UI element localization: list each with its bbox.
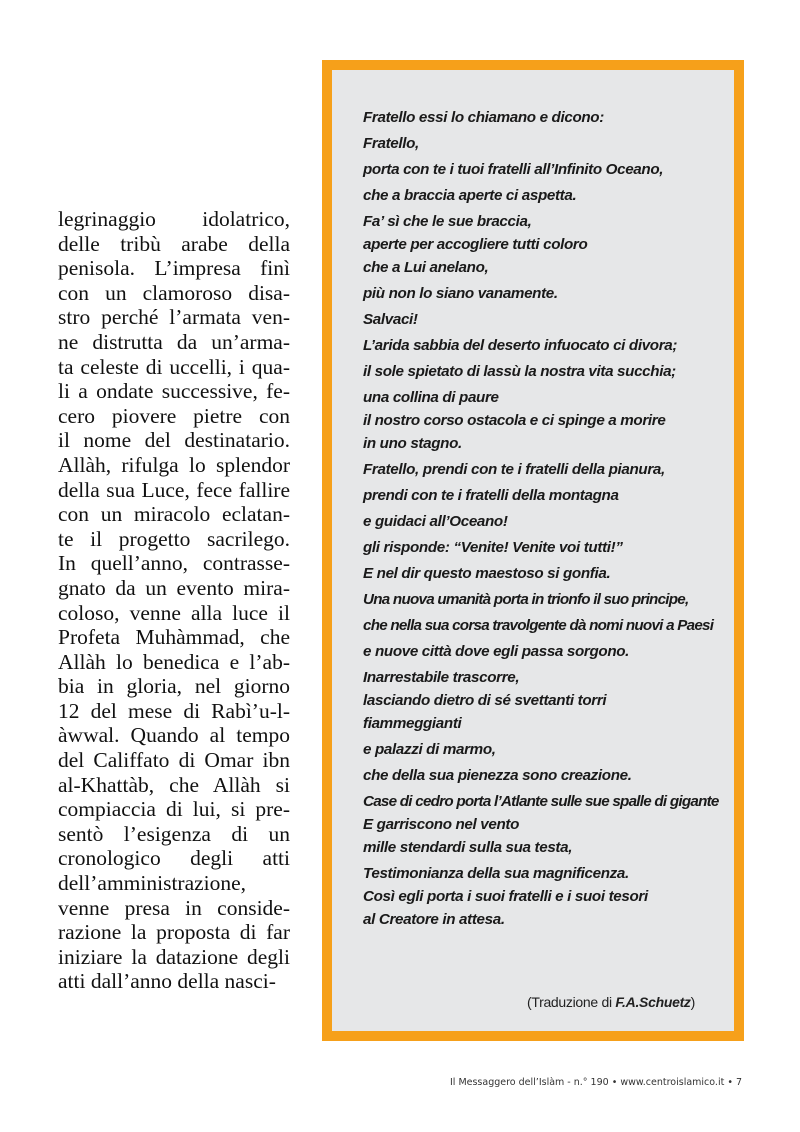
poem-line: Fratello essi lo chiamano e dicono:: [363, 109, 604, 126]
poem-line: lasciando dietro di sé svettanti torri: [363, 692, 607, 709]
translation-prefix: (Traduzione di: [526, 994, 616, 1010]
poem-line: aperte per accogliere tutti coloro: [363, 236, 588, 253]
article-line: atti dall’anno della nasci-: [58, 969, 276, 994]
poem-line: una collina di paure: [363, 389, 499, 406]
page-footer: Il Messaggero dell’Islàm - n.° 190 • www.centroislamico.it • 7: [449, 1077, 742, 1088]
poem-line: che a braccia aperte ci aspetta.: [363, 187, 577, 204]
article-line: bia in gloria, nel giorno: [58, 674, 290, 699]
article-line: penisola. L’impresa finì: [58, 256, 290, 281]
poem-line: più non lo siano vanamente.: [363, 285, 558, 302]
poem-line: fiammeggianti: [363, 715, 462, 732]
article-line: Allàh, rifulga lo splendor: [58, 452, 290, 477]
article-column: [58, 207, 290, 994]
article-line: In quell’anno, contrasse-: [58, 551, 290, 576]
poem-line: prendi con te i fratelli della montagna: [363, 487, 619, 504]
article-line: ta celeste di uccelli, i qua-: [58, 354, 290, 379]
poem-line: Così egli porta i suoi fratelli e i suoi tesori: [363, 888, 648, 905]
article-line: dell’amministrazione,: [58, 871, 247, 896]
poem-line: Fa’ sì che le sue braccia,: [363, 213, 532, 230]
article-line: àwwal. Quando al tempo: [58, 723, 290, 748]
article-line: gnato da un evento mira-: [58, 575, 290, 600]
poem-line: che della sua pienezza sono creazione.: [363, 767, 632, 784]
poem-line: che nella sua corsa travolgente dà nomi nuovi a Paesi: [363, 617, 714, 634]
article-line: compiaccia di lui, si pre-: [58, 797, 290, 822]
article-line: coloso, venne alla luce il: [58, 600, 290, 625]
poem-line: e guidaci all’Oceano!: [363, 513, 508, 530]
translation-credit: [527, 994, 695, 1010]
poem-line: gli risponde: “Venite! Venite voi tutti!”: [363, 539, 623, 556]
poem-frame: [322, 60, 744, 1041]
article-line: al-Khattàb, che Allàh si: [58, 772, 290, 797]
poem-text: [363, 105, 723, 933]
article-line: 12 del mese di Rabì’u-l-: [58, 698, 290, 723]
article-line: legrinaggio idolatrico,: [58, 207, 290, 231]
article-line: con un miracolo eclatan-: [58, 502, 290, 527]
translation-suffix: ): [690, 994, 695, 1010]
translator-name: F.A.Schuetz: [615, 994, 691, 1010]
poem-line: e nuove città dove egli passa sorgono.: [363, 643, 630, 660]
article-line: delle tribù arabe della: [58, 231, 290, 256]
poem-line: Salvaci!: [363, 311, 418, 328]
poem-line: E garriscono nel vento: [363, 816, 520, 833]
article-line: iniziare la datazione degli: [58, 944, 290, 969]
article-line: li a ondate successive, fe-: [58, 379, 290, 404]
article-line: della sua Luce, fece fallire: [58, 477, 290, 502]
poem-line: il sole spietato di lassù la nostra vita succhia;: [363, 363, 676, 380]
article-line: sentò l’esigenza di un: [58, 821, 290, 846]
poem-line: porta con te i tuoi fratelli all’Infinito Oceano,: [363, 161, 664, 178]
article-line: Profeta Muhàmmad, che: [58, 625, 290, 650]
article-line: te il progetto sacrilego.: [58, 526, 290, 551]
article-line: Allàh lo benedica e l’ab-: [58, 649, 290, 674]
poem-line: mille stendardi sulla sua testa,: [363, 839, 573, 856]
article-line: del Califfato di Omar ibn: [58, 748, 290, 773]
poem-line: Fratello,: [363, 135, 419, 152]
poem-line: Una nuova umanità porta in trionfo il suo principe,: [363, 591, 689, 608]
poem-line: il nostro corso ostacola e ci spinge a morire: [363, 412, 666, 429]
article-line: razione la proposta di far: [58, 920, 290, 945]
poem-line: e palazzi di marmo,: [363, 741, 496, 758]
poem-line: in uno stagno.: [363, 435, 462, 452]
poem-line: Case di cedro porta l’Atlante sulle sue spalle di gigante: [363, 793, 719, 810]
poem-line: Fratello, prendi con te i fratelli della pianura,: [363, 461, 665, 478]
article-line: venne presa in conside-: [58, 895, 290, 920]
poem-line: che a Lui anelano,: [363, 259, 489, 276]
article-line: ne distrutta da un’arma-: [58, 329, 290, 354]
poem-line: E nel dir questo maestoso si gonfia.: [363, 565, 611, 582]
article-line: con un clamoroso disa-: [58, 280, 290, 305]
poem-line: Testimonianza della sua magnificenza.: [363, 865, 629, 882]
poem-line: L’arida sabbia del deserto infuocato ci divora;: [363, 337, 678, 354]
article-line: cero piovere pietre con: [58, 403, 290, 428]
article-line: cronologico degli atti: [58, 846, 290, 871]
poem-line: Inarrestabile trascorre,: [363, 669, 520, 686]
poem-panel: [332, 70, 734, 1031]
poem-line: al Creatore in attesa.: [363, 911, 505, 928]
article-line: il nome del destinatario.: [58, 428, 290, 453]
article-line: stro perché l’armata ven-: [58, 305, 290, 330]
